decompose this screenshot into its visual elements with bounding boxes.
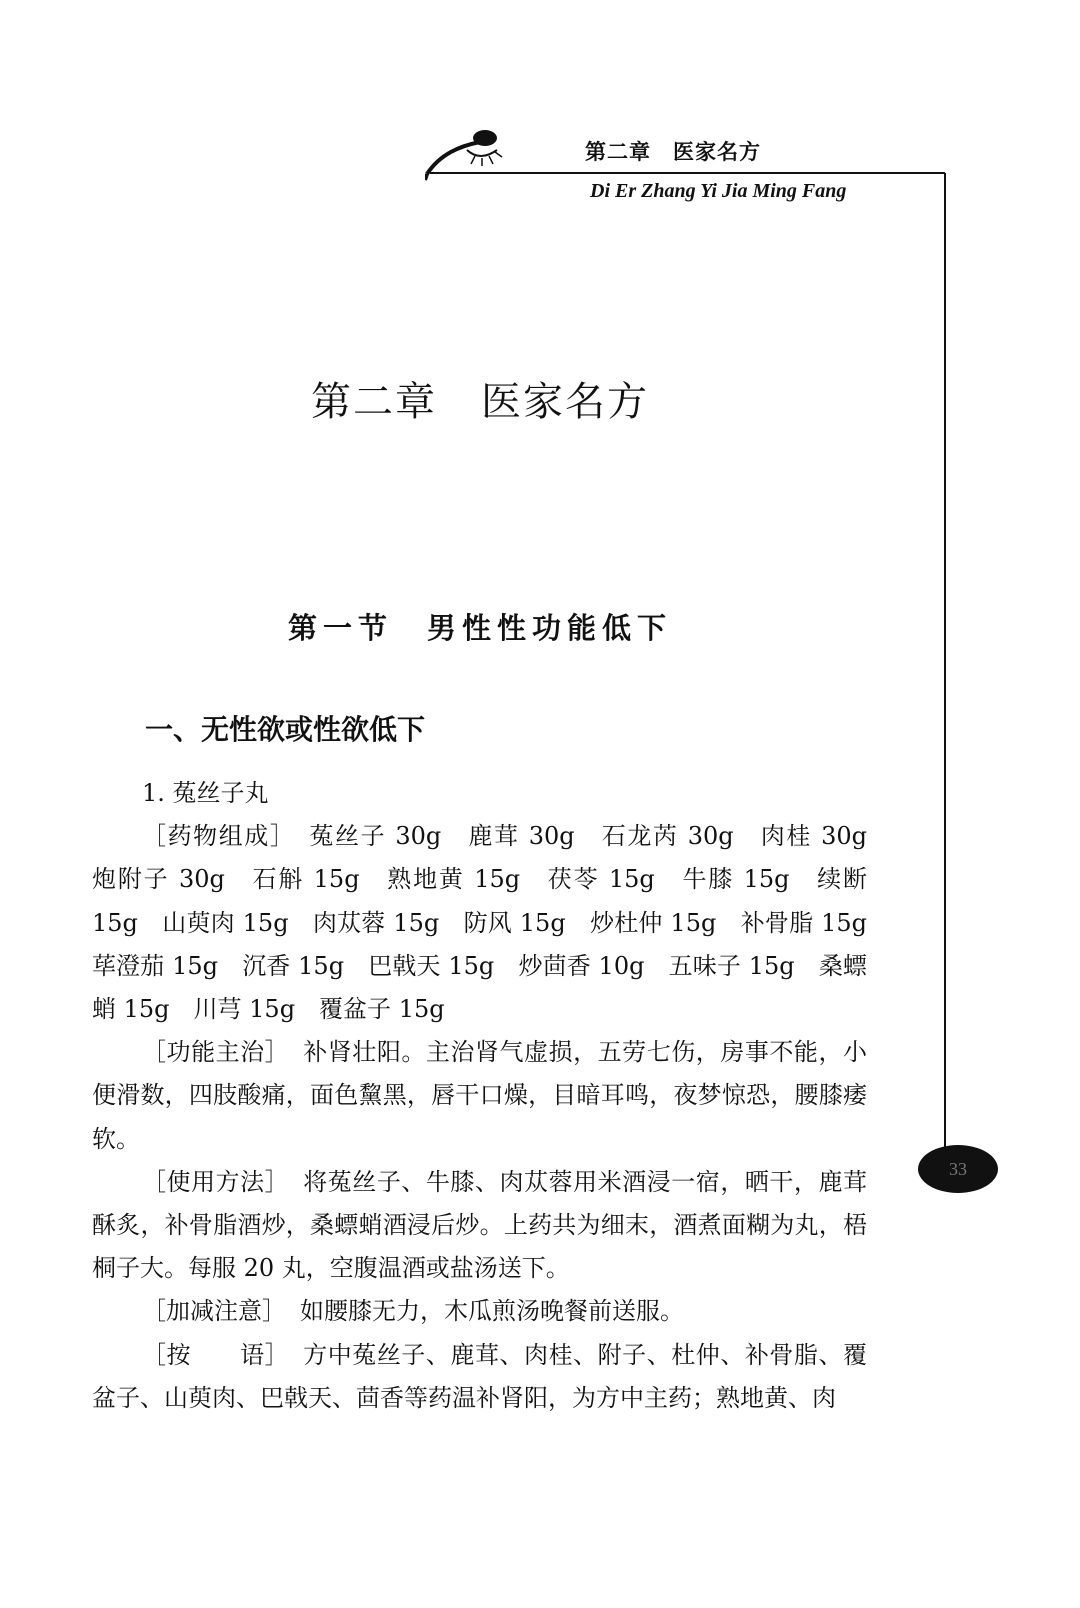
section-name: 男性性功能低下 bbox=[427, 611, 673, 645]
paragraph-text: 将菟丝子、牛膝、肉苁蓉用米酒浸一宿，晒干，鹿茸酥炙，补骨脂酒炒，桑螵蛸酒浸后炒。上药共为细末，酒煮面糊为丸，梧桐子大。每服 20 丸，空腹温酒或盐汤送下。 bbox=[92, 1167, 868, 1283]
page-number-tab: 33 bbox=[918, 1145, 998, 1193]
paragraph-ingredients bbox=[92, 815, 892, 1031]
paragraph-text: 补肾壮阳。主治肾气虚损，五劳七伤，房事不能，小便滑数，四肢酸痛，面色黧黑，唇干口燥，目暗耳鸣，夜梦惊恐，腰膝痿软。 bbox=[92, 1038, 868, 1153]
paragraph-label: ［功能主治］ bbox=[142, 1038, 290, 1067]
paragraph-label: ［使用方法］ bbox=[142, 1167, 290, 1196]
paragraph-usage bbox=[92, 1161, 867, 1291]
formula-body bbox=[92, 772, 892, 1420]
paragraph-commentary bbox=[92, 1334, 867, 1420]
chapter-title bbox=[0, 370, 960, 427]
chapter-number: 第二章 bbox=[311, 379, 437, 425]
paragraph-label: ［按 语］ bbox=[142, 1340, 290, 1369]
chapter-name: 医家名方 bbox=[481, 379, 649, 425]
paragraph-label: ［药物组成］ bbox=[142, 822, 296, 851]
section-title bbox=[0, 606, 960, 647]
subsection-heading: 一、无性欲或性欲低下 bbox=[145, 713, 426, 746]
formula-title: 1. 菟丝子丸 bbox=[142, 779, 269, 807]
running-header-chinese: 第二章 医家名方 bbox=[585, 140, 761, 164]
paragraph-modifications bbox=[92, 1290, 867, 1333]
paragraph-text: 菟丝子 30g 鹿茸 30g 石龙芮 30g 肉桂 30g 炮附子 30g 石斛 15g 熟地黄 15g 茯苓 15g 牛膝 15g 续断 15g 山萸肉 15g 肉苁蓉 15g 防风 15g 炒杜仲 15g 补骨脂 15g 荜澄茄 15g 沉香 15g 巴戟天 15g 炒茴香 10g 五味子 15g 桑螵蛸 15g 川芎 15g 覆盆子 15g bbox=[92, 822, 892, 1024]
paragraph-label: ［加减注意］ bbox=[142, 1297, 286, 1326]
section-number: 第一节 bbox=[287, 611, 393, 645]
running-header-pinyin: Di Er Zhang Yi Jia Ming Fang bbox=[590, 180, 847, 202]
header-lamp-ornament bbox=[425, 124, 565, 184]
paragraph-text: 方中菟丝子、鹿茸、肉桂、附子、杜仲、补骨脂、覆盆子、山萸肉、巴戟天、茴香等药温补肾阳，为方中主药；熟地黄、肉 bbox=[92, 1340, 868, 1412]
paragraph-text: 如腰膝无力，木瓜煎汤晚餐前送服。 bbox=[300, 1297, 684, 1326]
paragraph-indications bbox=[92, 1031, 867, 1161]
